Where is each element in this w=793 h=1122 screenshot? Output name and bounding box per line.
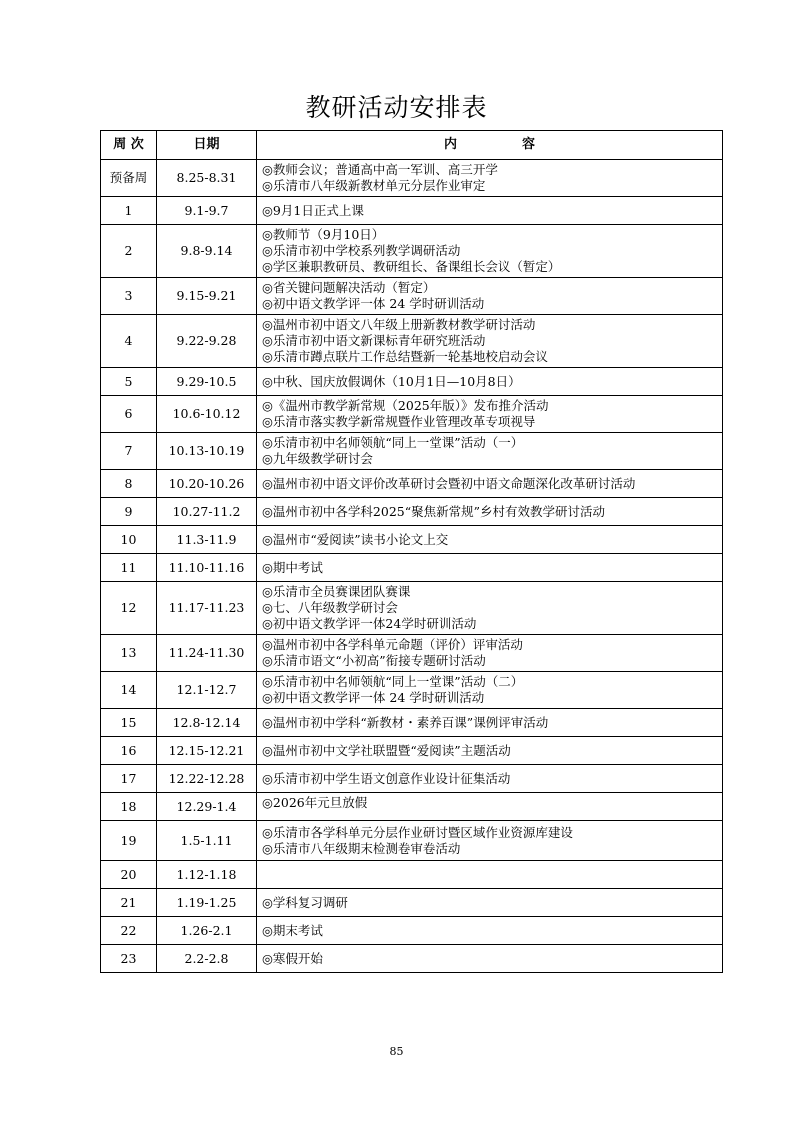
table-row	[101, 945, 723, 973]
date-cell: 2.2-2.8	[157, 945, 257, 973]
date-cell: 12.8-12.14	[157, 709, 257, 737]
table-row	[101, 197, 723, 225]
content-cell	[257, 889, 723, 917]
activity-item: ◎乐清市八年级新教材单元分层作业审定	[262, 178, 486, 193]
week-cell: 4	[101, 315, 157, 368]
table-row	[101, 672, 723, 709]
table-row	[101, 470, 723, 498]
content-cell	[257, 945, 723, 973]
header-date: 日期	[157, 131, 257, 160]
date-cell: 9.22-9.28	[157, 315, 257, 368]
week-cell: 6	[101, 396, 157, 433]
table-row	[101, 821, 723, 861]
date-cell: 10.20-10.26	[157, 470, 257, 498]
content-cell	[257, 278, 723, 315]
content-cell	[257, 861, 723, 889]
week-cell: 5	[101, 368, 157, 396]
activity-item: ◎期中考试	[262, 559, 323, 575]
activity-item: ◎乐清市初中名师领航“同上一堂课”活动（二）	[262, 674, 524, 689]
content-cell	[257, 554, 723, 582]
date-cell: 9.1-9.7	[157, 197, 257, 225]
date-cell: 9.8-9.14	[157, 225, 257, 278]
content-cell	[257, 160, 723, 197]
table-row	[101, 526, 723, 554]
content-cell	[257, 396, 723, 433]
week-cell: 3	[101, 278, 157, 315]
week-cell: 21	[101, 889, 157, 917]
date-cell: 12.1-12.7	[157, 672, 257, 709]
table-row	[101, 635, 723, 672]
week-cell: 19	[101, 821, 157, 861]
date-cell: 11.10-11.16	[157, 554, 257, 582]
date-cell: 10.13-10.19	[157, 433, 257, 470]
content-cell	[257, 582, 723, 635]
activity-item: ◎初中语文教学评一体 24 学时研训活动	[262, 690, 485, 705]
date-cell: 12.22-12.28	[157, 765, 257, 793]
table-row	[101, 225, 723, 278]
date-cell: 10.6-10.12	[157, 396, 257, 433]
content-cell	[257, 433, 723, 470]
table-row	[101, 396, 723, 433]
table-row	[101, 765, 723, 793]
table-row	[101, 709, 723, 737]
header-week: 周 次	[101, 131, 157, 160]
table-row	[101, 433, 723, 470]
activity-item: ◎9月1日正式上课	[262, 202, 364, 218]
activity-item: ◎学区兼职教研员、教研组长、备课组长会议（暂定）	[262, 259, 561, 274]
activity-item: ◎乐清市语文“小初高”衔接专题研讨活动	[262, 653, 486, 668]
date-cell: 11.3-11.9	[157, 526, 257, 554]
activity-item: ◎学科复习调研	[262, 894, 348, 910]
week-cell: 7	[101, 433, 157, 470]
activity-item: ◎《温州市教学新常规（2025年版）》发布推介活动	[262, 398, 549, 413]
table-row	[101, 582, 723, 635]
content-cell	[257, 498, 723, 526]
content-cell	[257, 470, 723, 498]
activity-item: ◎初中语文教学评一体 24 学时研训活动	[262, 296, 485, 311]
table-row	[101, 861, 723, 889]
page-number: 85	[389, 1045, 404, 1058]
table-row	[101, 160, 723, 197]
table-row	[101, 793, 723, 821]
activity-item: ◎九年级教学研讨会	[262, 451, 373, 466]
week-cell: 18	[101, 793, 157, 821]
activity-item: ◎乐清市初中学校系列教学调研活动	[262, 243, 461, 258]
content-cell	[257, 709, 723, 737]
date-cell: 1.26-2.1	[157, 917, 257, 945]
schedule-table	[100, 130, 723, 973]
activity-item: ◎省关键问题解决活动（暂定）	[262, 280, 436, 295]
activity-item: ◎期末考试	[262, 922, 323, 938]
date-cell: 1.19-1.25	[157, 889, 257, 917]
activity-item: ◎乐清市落实教学新常规暨作业管理改革专项视导	[262, 414, 536, 429]
week-cell: 23	[101, 945, 157, 973]
content-cell	[257, 793, 723, 821]
week-cell: 20	[101, 861, 157, 889]
date-cell: 9.15-9.21	[157, 278, 257, 315]
date-cell: 8.25-8.31	[157, 160, 257, 197]
content-cell	[257, 526, 723, 554]
week-cell: 14	[101, 672, 157, 709]
content-cell	[257, 315, 723, 368]
week-cell: 17	[101, 765, 157, 793]
week-cell: 2	[101, 225, 157, 278]
table-body	[101, 160, 723, 973]
activity-item: ◎乐清市蹲点联片工作总结暨新一轮基地校启动会议	[262, 349, 548, 364]
activity-item: ◎温州市“爱阅读”读书小论文上交	[262, 531, 449, 547]
content-cell	[257, 197, 723, 225]
activity-item: ◎温州市初中学科“新教材・素养百课”课例评审活动	[262, 714, 549, 730]
table-row	[101, 368, 723, 396]
activity-item: ◎初中语文教学评一体24学时研训活动	[262, 616, 477, 631]
table-header-row	[101, 131, 723, 160]
table-row	[101, 315, 723, 368]
header-content: 内 容	[257, 131, 723, 160]
activity-item: ◎乐清市各学科单元分层作业研讨暨区域作业资源库建设	[262, 824, 573, 840]
date-cell: 1.5-1.11	[157, 821, 257, 861]
week-cell: 12	[101, 582, 157, 635]
activity-item: ◎乐清市初中名师领航“同上一堂课”活动（一）	[262, 435, 524, 450]
activity-item: ◎教师会议；普通高中高一军训、高三开学	[262, 162, 498, 177]
week-cell: 预备周	[101, 160, 157, 197]
activity-item: ◎温州市初中各学科2025“聚焦新常规”乡村有效教学研讨活动	[262, 503, 606, 519]
date-cell: 12.29-1.4	[157, 793, 257, 821]
date-cell: 10.27-11.2	[157, 498, 257, 526]
week-cell: 13	[101, 635, 157, 672]
activity-item: ◎温州市初中语文八年级上册新教材教学研讨活动	[262, 317, 536, 332]
content-cell	[257, 765, 723, 793]
table-row	[101, 554, 723, 582]
activity-item: ◎寒假开始	[262, 950, 323, 966]
table-row	[101, 498, 723, 526]
date-cell: 9.29-10.5	[157, 368, 257, 396]
week-cell: 15	[101, 709, 157, 737]
activity-item: ◎七、八年级教学研讨会	[262, 600, 398, 615]
week-cell: 16	[101, 737, 157, 765]
activity-item: ◎中秋、国庆放假调休（10月1日—10月8日）	[262, 373, 521, 389]
week-cell: 22	[101, 917, 157, 945]
activity-item: ◎乐清市初中语文新课标青年研究班活动	[262, 333, 486, 348]
week-cell: 11	[101, 554, 157, 582]
activity-item: ◎乐清市全员赛课团队赛课	[262, 584, 411, 599]
table-row	[101, 889, 723, 917]
table-row	[101, 917, 723, 945]
activity-item: ◎乐清市八年级期末检测卷审卷活动	[262, 840, 461, 856]
content-cell	[257, 917, 723, 945]
week-cell: 10	[101, 526, 157, 554]
week-cell: 9	[101, 498, 157, 526]
activity-item: ◎温州市初中文学社联盟暨“爱阅读”主题活动	[262, 742, 511, 758]
content-cell	[257, 672, 723, 709]
date-cell: 12.15-12.21	[157, 737, 257, 765]
date-cell: 11.17-11.23	[157, 582, 257, 635]
date-cell: 11.24-11.30	[157, 635, 257, 672]
activity-item: ◎乐清市初中学生语文创意作业设计征集活动	[262, 770, 511, 786]
date-cell: 1.12-1.18	[157, 861, 257, 889]
table-row	[101, 278, 723, 315]
activity-item: ◎温州市初中各学科单元命题（评价）评审活动	[262, 637, 523, 652]
activity-item: ◎教师节（9月10日）	[262, 227, 385, 242]
activity-item: ◎2026年元旦放假	[262, 795, 368, 810]
week-cell: 1	[101, 197, 157, 225]
week-cell: 8	[101, 470, 157, 498]
content-cell	[257, 225, 723, 278]
table-row	[101, 737, 723, 765]
content-cell	[257, 821, 723, 861]
content-cell	[257, 737, 723, 765]
content-cell	[257, 635, 723, 672]
page-title: 教研活动安排表	[305, 93, 488, 122]
content-cell	[257, 368, 723, 396]
activity-item: ◎温州市初中语文评价改革研讨会暨初中语文命题深化改革研讨活动	[262, 475, 636, 491]
